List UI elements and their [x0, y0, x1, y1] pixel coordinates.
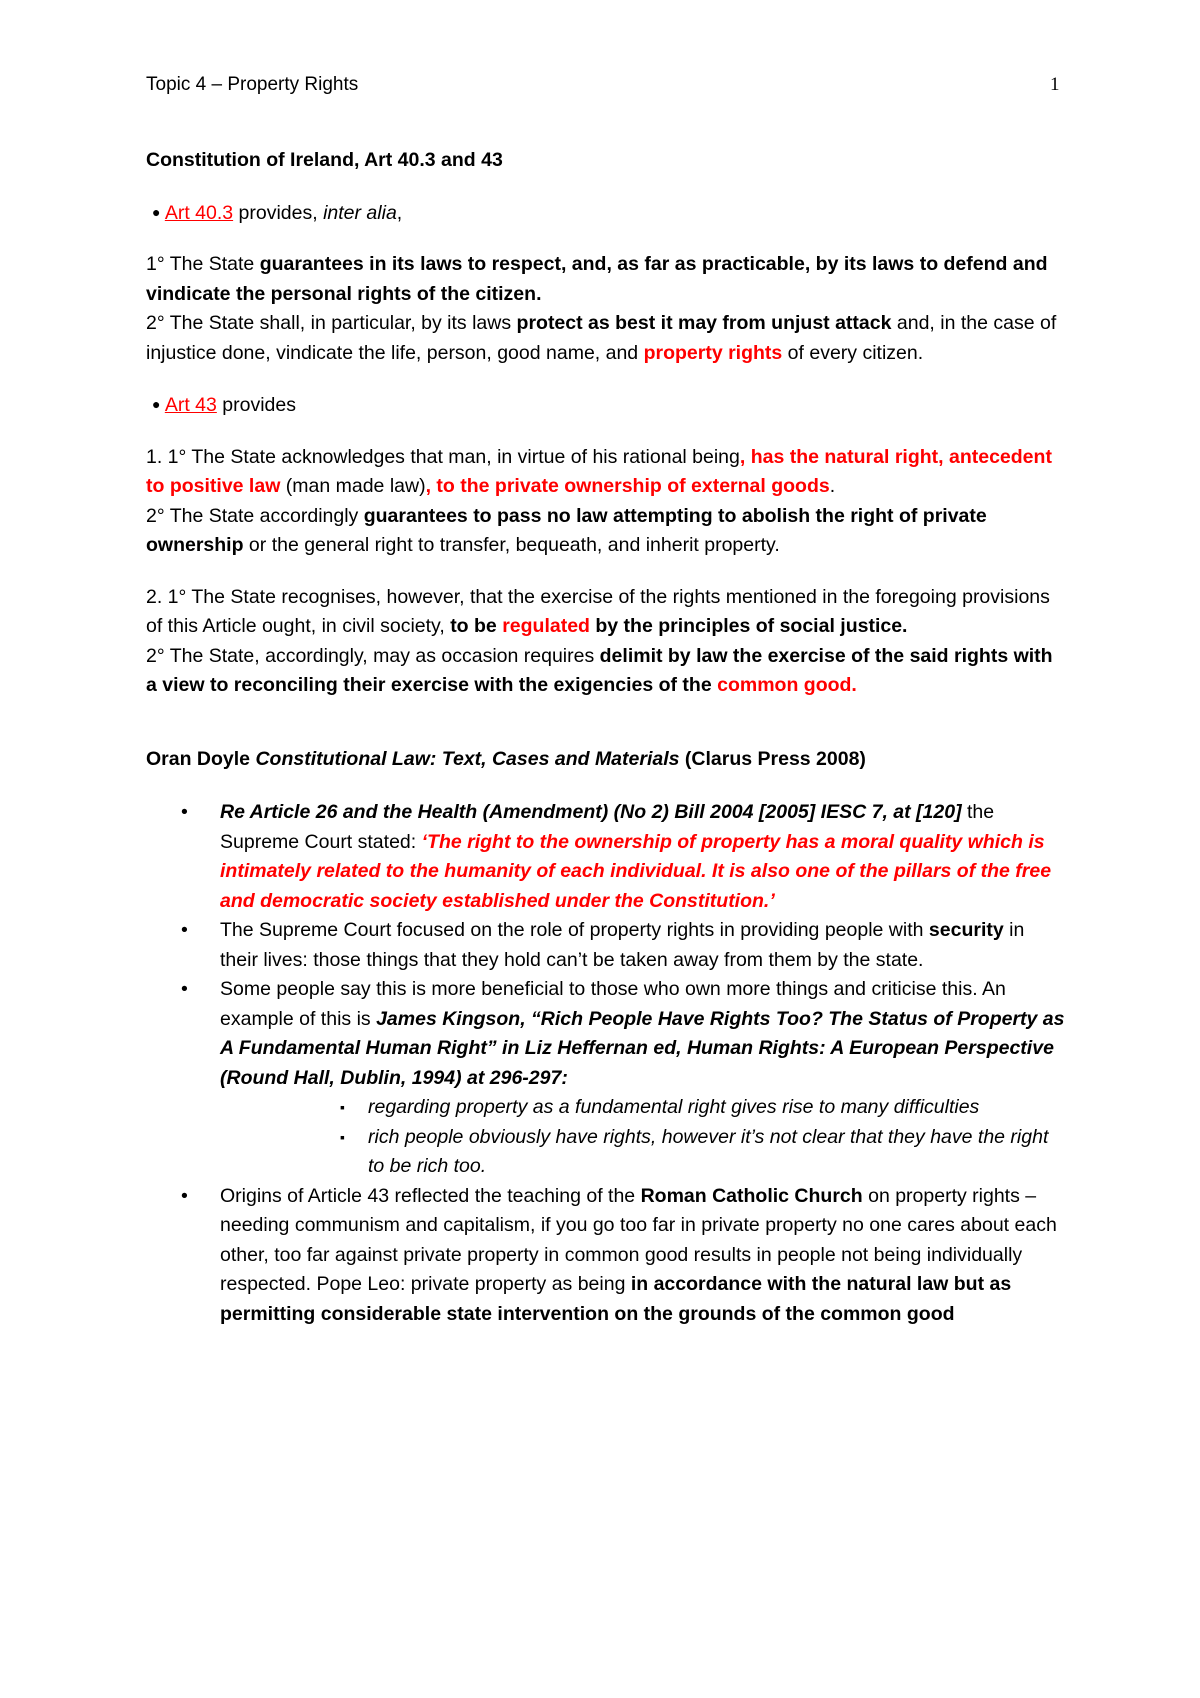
art-40-3-clause-1: 1° The State guarantees in its laws to respect, and, as far as practicable, by its laws to defend and vindicate the personal rights of the citizen. [146, 253, 1048, 305]
page-number: 1 [1050, 74, 1060, 95]
section-heading-constitution: Constitution of Ireland, Art 40.3 and 43 [146, 149, 503, 171]
art-43-intro: ● Art 43 provides [152, 394, 296, 416]
art-43-clause-1-1: 1. 1° The State acknowledges that man, in virtue of his rational being, has the natural right, antecedent to positive law (man made law), to the private ownership of external goods. [146, 445, 1052, 497]
bullet-icon: ● [152, 203, 161, 220]
sub-list-item: ▪ regarding property as a fundamental right gives rise to many difficulties [368, 1093, 1066, 1123]
art-40-3-intro: ● Art 40.3 provides, inter alia, [152, 201, 403, 224]
doyle-bullet-list [146, 798, 1066, 1329]
list-item: • The Supreme Court focused on the role of property rights in providing people with security in their lives: those things that they hold can’t be taken away from them by the state. [220, 916, 1066, 975]
art-43-clause-2-2: 2° The State, accordingly, may as occasion requires delimit by law the exercise of the said rights with a view to reconciling their exercise with the exigencies of the common good. [146, 644, 1053, 696]
sub-list-item: ▪ rich people obviously have rights, however it’s not clear that they have the right to be rich too. [368, 1123, 1066, 1182]
art-43-link[interactable]: Art 43 [164, 394, 217, 416]
document-body [146, 146, 1066, 1329]
art-40-3-clause-2: 2° The State shall, in particular, by its laws protect as best it may from unjust attack and, in the case of injustice done, vindicate the life, person, good name, and property rights of every citizen. [146, 312, 1057, 364]
art-43-clause-1-2: 2° The State accordingly guarantees to pass no law attempting to abolish the right of private ownership or the general right to transfer, bequeath, and inherit property. [146, 504, 987, 556]
list-item: • Some people say this is more beneficial to those who own more things and criticise this. An example of this is James Kingson, “Rich People Have Rights Too? The Status of Property as A Fundamental Human Right” in Liz Heffernan ed, Human Rights: A European Perspective (Round Hall, Dublin, 1994) at 296-297: ▪ regarding property as a fundamental right gives rise to many difficulties ▪ rich people obviously have rights, however it’s not clear that they have the right to be rich too. [220, 975, 1066, 1182]
bullet-icon: ● [152, 396, 161, 412]
list-item: • Re Article 26 and the Health (Amendment) (No 2) Bill 2004 [2005] IESC 7, at [120] the Supreme Court stated: ‘The right to the ownership of property has a moral quality which is intimately related to the humanity of each individual. It is also one of the pillars of the free and democratic society established under the Constitution.’ [220, 798, 1066, 916]
art-40-3-link[interactable]: Art 40.3 [164, 201, 234, 224]
sub-bullet-list [220, 1093, 1066, 1182]
section-heading-doyle: Oran Doyle Constitutional Law: Text, Cases and Materials (Clarus Press 2008) [146, 747, 866, 770]
header-title: Topic 4 – Property Rights [146, 74, 359, 95]
art-43-clause-2-1: 2. 1° The State recognises, however, that the exercise of the rights mentioned in the foregoing provisions of this Article ought, in civil society, to be regulated by the principles of social justice. [146, 585, 1050, 637]
list-item: • Origins of Article 43 reflected the teaching of the Roman Catholic Church on property rights – needing communism and capitalism, if you go too far in private property no one cares about each other, too far against private property in common good results in people not being individually respected. Pope Leo: private property as being in accordance with the natural law but as permitting considerable state intervention on the grounds of the common good [220, 1182, 1066, 1330]
